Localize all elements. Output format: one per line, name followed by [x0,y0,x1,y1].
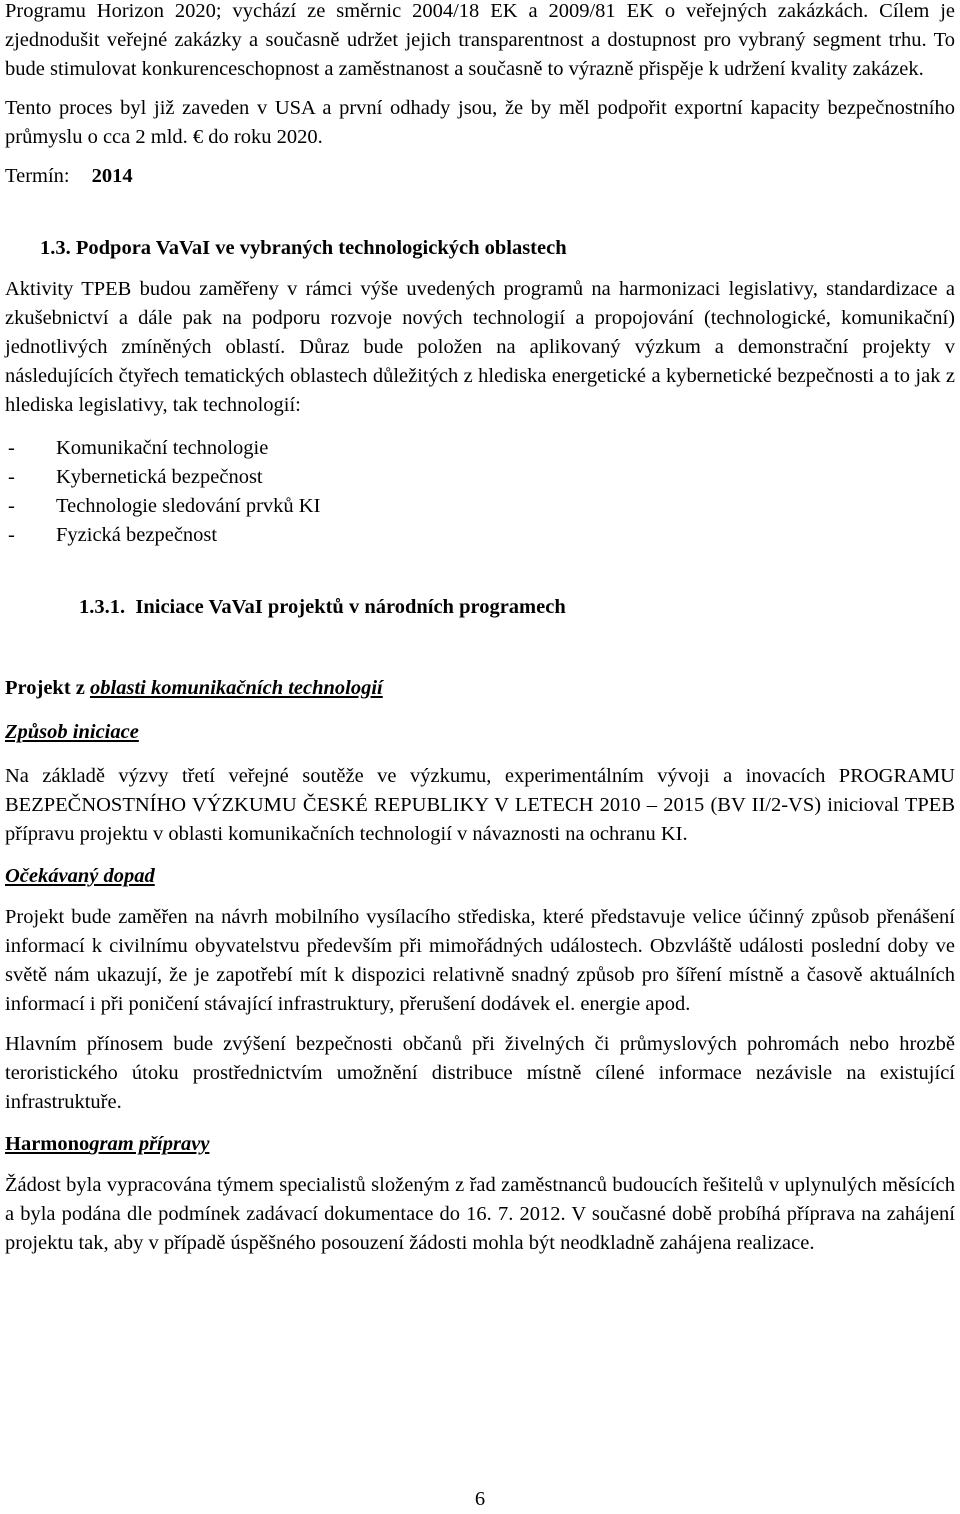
project-heading-prefix: Projekt z [5,677,85,699]
list-item [5,463,955,492]
intro-paragraph: Programu Horizon 2020; vychází ze směrnic 2004/18 EK a 2009/81 EK o veřejných zakázkách. Cílem je zjednodušit veřejné zakázky a současně udržet jejich transparentnost a dostupnost pro vybraný segment trhu. To bude stimulovat konkurenceschopnost a zaměstnanost a současně to výrazně přispěje k udržení kvality zakázek. [5,0,955,80]
initiation-heading: Způsob iniciace [5,721,139,743]
project-heading [5,674,955,703]
list-item-text: Kybernetická bezpečnost [56,466,263,488]
list-item [5,434,955,463]
section-131-title: Iniciace VaVaI projektů v národních programech [135,596,566,618]
page-number: 6 [474,1488,486,1510]
schedule-heading-regular: Harmono [5,1133,90,1155]
dash-bullet: - [8,437,15,459]
list-item-text: Technologie sledování prvků KI [56,495,321,517]
section-13-heading [5,234,955,263]
estimate-paragraph: Tento proces byl již zaveden v USA a první odhady jsou, že by měl podpořit exportní kapacity bezpečnostního průmyslu o cca 2 mld. € do roku 2020. [5,97,955,148]
document-page [5,0,955,1258]
schedule-heading-italic: gram přípravy [89,1133,210,1155]
list-item-text: Komunikační technologie [56,437,269,459]
deadline-line [5,162,955,191]
project-heading-topic: oblasti komunikačních technologií [90,677,383,699]
schedule-heading [5,1130,955,1159]
deadline-label: Termín: [5,165,70,187]
list-item-text: Fyzická bezpečnost [56,524,218,546]
section-131-heading [5,593,955,622]
schedule-paragraph: Žádost byla vypracována týmem specialistů složeným z řad zaměstnanců budoucích řešitelů v uplynulých měsících a byla podána dle podmínek zadávací dokumentace do 16. 7. 2012. V současné době probíhá příprava na zahájení projektu tak, aby v případě úspěšného posouzení žádosti mohla být neodkladně zahájena realizace. [5,1174,955,1254]
deadline-value: 2014 [91,165,133,187]
dash-bullet: - [8,524,15,546]
section-13-title: Podpora VaVaI ve vybraných technologických oblastech [75,237,567,259]
initiation-paragraph: Na základě výzvy třetí veřejné soutěže ve výzkumu, experimentálním vývoji a inovacích PROGRAMU BEZPEČNOSTNÍHO VÝZKUMU ČESKÉ REPUBLIKY V LETECH 2010 – 2015 (BV II/2-VS) inicioval TPEB přípravu projektu v oblasti komunikačních technologií v návaznosti na ochranu KI. [5,765,955,845]
section-13-number: 1.3. [40,237,71,259]
impact-heading: Očekávaný dopad [5,865,155,887]
list-item [5,492,955,521]
impact-paragraph-2: Hlavním přínosem bude zvýšení bezpečnosti občanů při živelných či průmyslových pohromách nebo hrozbě teroristického útoku prostřednictvím umožnění distribuce místně cílené informace nezávisle na existující infrastruktuře. [5,1033,955,1113]
section-13-paragraph: Aktivity TPEB budou zaměřeny v rámci výše uvedených programů na harmonizaci legislativy, standardizace a zkušebnictví a dále pak na podporu rozvoje nových technologií a propojování (technologické, komunikační) jednotlivých zmíněných oblastí. Důraz bude položen na aplikovaný výzkum a demonstrační projekty v následujících čtyřech tematických oblastech důležitých z hlediska energetické a kybernetické bezpečnosti a to jak z hlediska legislativy, tak technologií: [5,278,955,416]
technology-areas-list [5,434,955,550]
dash-bullet: - [8,466,15,488]
list-item [5,521,955,550]
section-131-number: 1.3.1. [79,596,126,618]
dash-bullet: - [8,495,15,517]
impact-paragraph-1: Projekt bude zaměřen na návrh mobilního vysílacího střediska, které představuje velice účinný způsob přenášení informací k civilnímu obyvatelstvu především při mimořádných událostech. Obzvláště události poslední doby ve světě nám ukazují, že je zapotřebí mít k dispozici relativně snadný způsob pro šíření místně a časově aktuálních informací i při poničení stávající infrastruktury, přerušení dodávek el. energie apod. [5,906,955,1015]
